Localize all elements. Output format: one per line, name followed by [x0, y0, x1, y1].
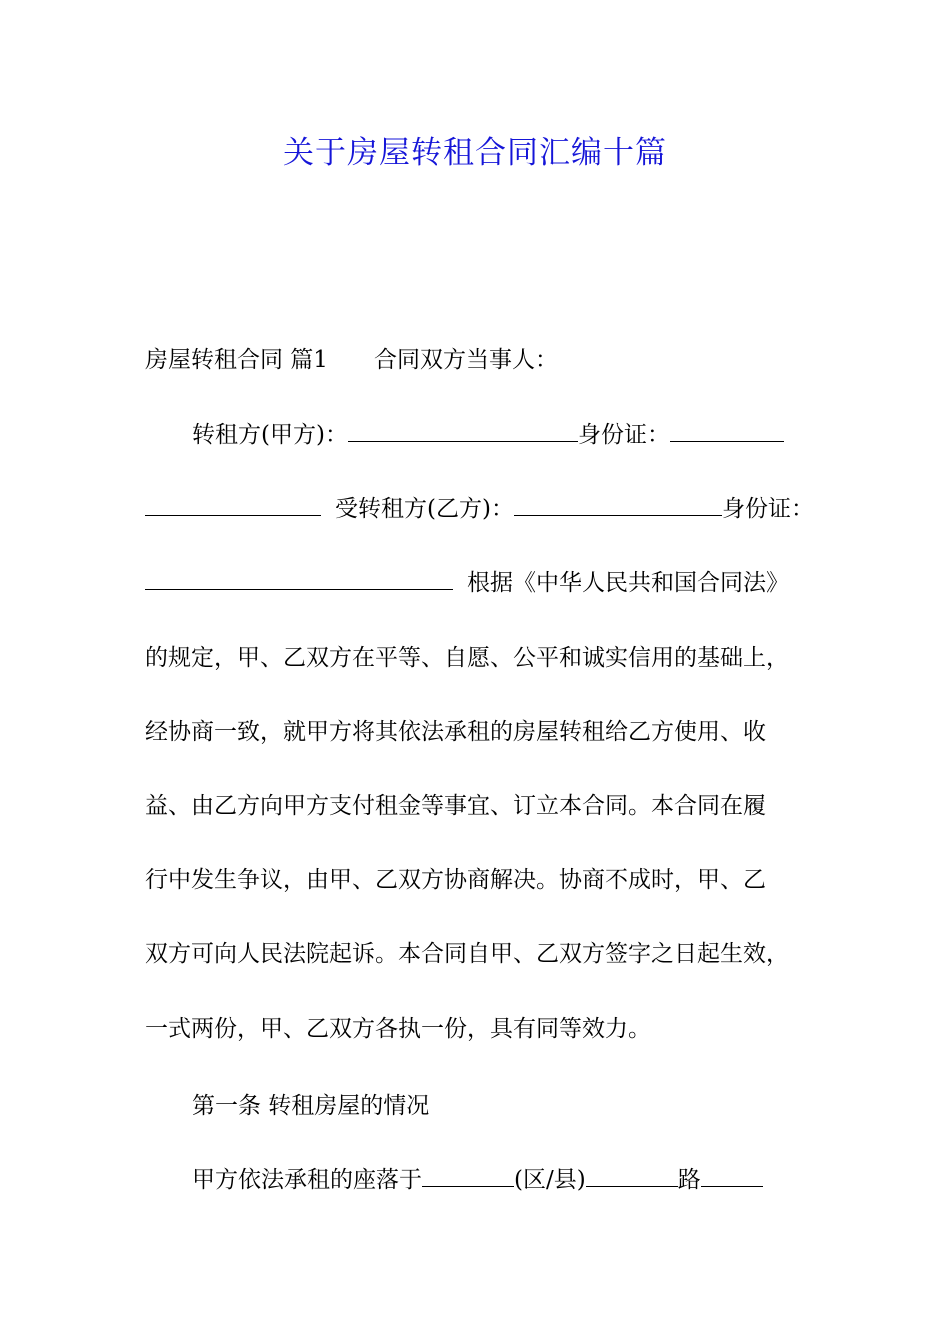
- body-line-5: 双方可向人民法院起诉。本合同自甲、乙双方签字之日起生效，: [145, 941, 789, 967]
- body-line-1: 的规定，甲、乙双方在平等、自愿、公平和诚实信用的基础上，: [145, 645, 789, 671]
- article-1-heading: 第一条 转租房屋的情况: [192, 1093, 430, 1119]
- district-label: (区/县): [514, 1167, 586, 1193]
- document-title: 关于房屋转租合同汇编十篇: [283, 135, 667, 171]
- law-reference: 根据《中华人民共和国合同法》: [467, 570, 789, 596]
- body-line-4: 行中发生争议，由甲、乙双方协商解决。协商不成时，甲、乙: [145, 867, 766, 893]
- sublessor-name-blank[interactable]: [348, 419, 578, 442]
- road-number-blank[interactable]: [701, 1164, 763, 1187]
- sublessor-label: 转租方(甲方)：: [192, 422, 348, 448]
- sublessor-line: [192, 417, 784, 453]
- sublessee-name-blank[interactable]: [514, 493, 722, 516]
- body-line-2: 经协商一致，就甲方将其依法承租的房屋转租给乙方使用、收: [145, 719, 766, 745]
- sublessee-id-blank[interactable]: [145, 567, 453, 590]
- sublessee-id-label: 身份证：: [721, 496, 814, 522]
- district-blank[interactable]: [422, 1164, 514, 1187]
- road-blank[interactable]: [586, 1164, 678, 1187]
- sublessor-id-blank[interactable]: [670, 419, 784, 442]
- law-reference-line: [145, 565, 789, 601]
- road-label: 路: [677, 1167, 701, 1193]
- contract-heading-line: [145, 342, 558, 378]
- parties-intro: 合同双方当事人：: [373, 347, 558, 373]
- contract-heading: 房屋转租合同 篇1: [145, 347, 328, 373]
- body-line-3: 益、由乙方向甲方支付租金等事宜、订立本合同。本合同在履: [145, 793, 766, 819]
- body-line-6: 一式两份，甲、乙双方各执一份，具有同等效力。: [145, 1016, 651, 1042]
- article-1-location-line: [192, 1162, 763, 1198]
- sublessee-label: 受转租方(乙方)：: [335, 496, 514, 522]
- sublessee-line: [145, 491, 814, 527]
- location-prefix: 甲方依法承租的座落于: [192, 1167, 422, 1193]
- sublessor-id-blank-continued[interactable]: [145, 493, 321, 516]
- sublessor-id-label: 身份证：: [577, 422, 670, 448]
